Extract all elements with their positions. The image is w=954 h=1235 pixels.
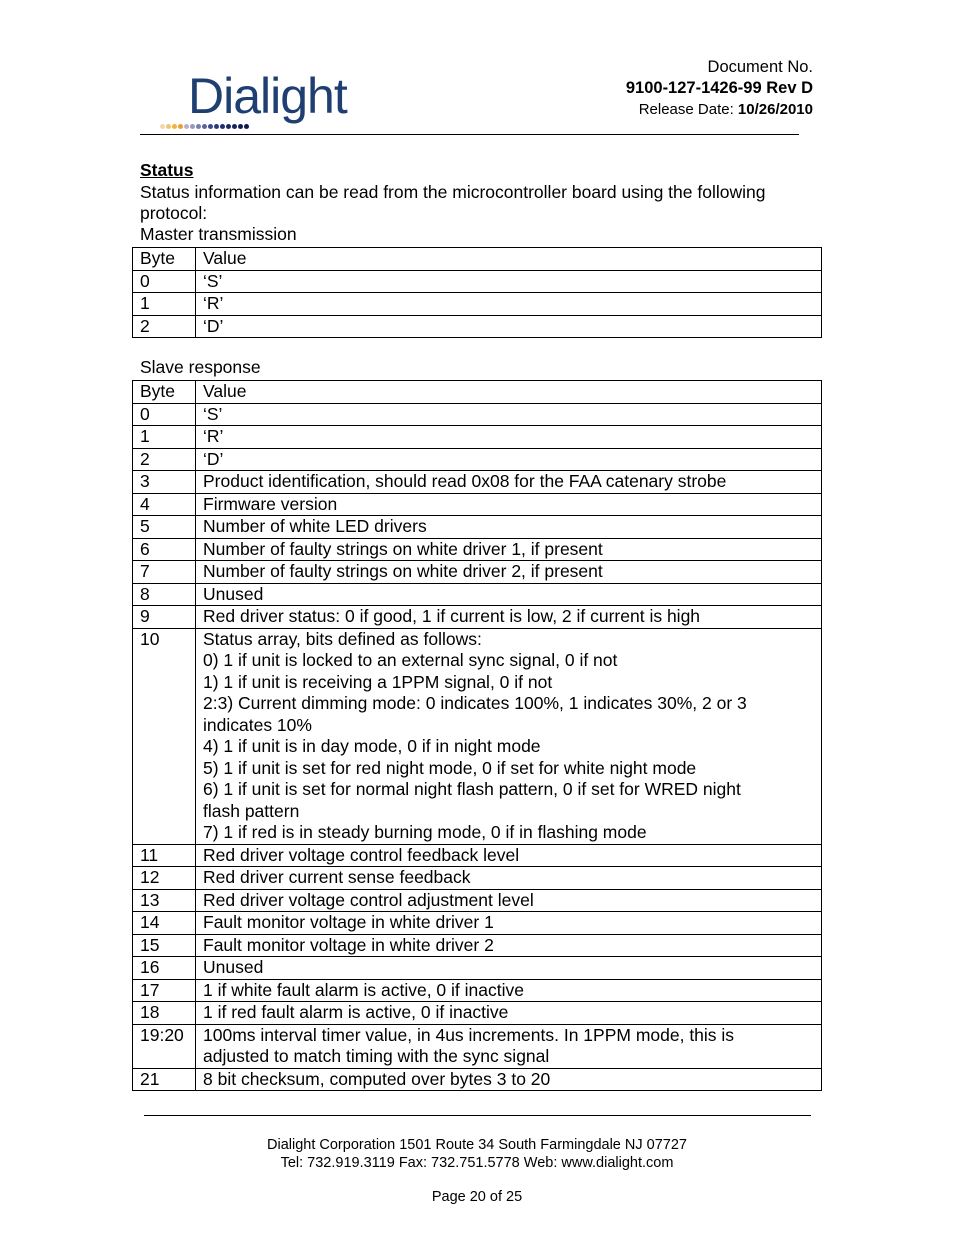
table-row	[133, 1002, 822, 1025]
table-row	[133, 1024, 822, 1068]
status-section	[140, 160, 824, 225]
value-line: flash pattern	[203, 800, 300, 821]
value-line: Number of white LED drivers	[203, 516, 427, 536]
release-date: 10/26/2010	[737, 101, 813, 118]
master-transmission-label: Master transmission	[140, 224, 297, 244]
table-row	[133, 889, 822, 912]
value-cell	[196, 1024, 822, 1068]
section-intro: Status information can be read from the microcontroller board using the following protocol:	[140, 181, 766, 223]
logo-wordmark: Dialight	[188, 68, 347, 124]
value-cell	[196, 448, 822, 471]
logo-dot	[166, 124, 171, 129]
byte-cell: 5	[133, 516, 196, 539]
byte-cell: 0	[133, 403, 196, 426]
value-cell	[196, 912, 822, 935]
footer-divider	[144, 1115, 811, 1116]
value-line: 2:3) Current dimming mode: 0 indicates 100%, 1 indicates 30%, 2 or 3	[203, 693, 747, 713]
table-row	[133, 957, 822, 980]
footer-address: Dialight Corporation 1501 Route 34 South Farmingdale NJ 07727	[267, 1137, 687, 1153]
value-line: Firmware version	[203, 493, 338, 514]
value-line: Red driver voltage control adjustment level	[203, 889, 534, 910]
value-line: 1) 1 if unit is receiving a 1PPM signal, 0 if not	[203, 671, 553, 692]
column-header-value: Value	[196, 381, 822, 404]
value-line: 8 bit checksum, computed over bytes 3 to 20	[203, 1068, 551, 1089]
table-row	[133, 403, 822, 426]
value-line: Number of faulty strings on white driver 1, if present	[203, 538, 603, 559]
value-cell	[196, 934, 822, 957]
logo-dot	[238, 124, 243, 129]
value-line: Red driver status: 0 if good, 1 if current is low, 2 if current is high	[203, 606, 701, 626]
value-cell	[196, 583, 822, 606]
value-cell	[196, 493, 822, 516]
value-cell	[196, 867, 822, 890]
table-header-row	[133, 381, 822, 404]
column-header-value: Value	[196, 248, 822, 271]
table-header-row	[133, 248, 822, 271]
value-line: Unused	[203, 583, 264, 604]
value-line: 1 if red fault alarm is active, 0 if inactive	[203, 1002, 509, 1022]
value-line: Fault monitor voltage in white driver 2	[203, 934, 494, 955]
table-row	[133, 426, 822, 449]
table-row	[133, 516, 822, 539]
byte-cell: 3	[133, 471, 196, 494]
value-cell	[196, 628, 822, 844]
byte-cell: 16	[133, 957, 196, 980]
value-line: ‘R’	[203, 426, 224, 446]
logo-dot	[208, 124, 213, 129]
byte-cell: 1	[133, 426, 196, 449]
logo-dot	[220, 124, 225, 129]
byte-cell: 7	[133, 561, 196, 584]
logo-dots	[160, 124, 249, 129]
byte-cell: 4	[133, 493, 196, 516]
value-cell	[196, 471, 822, 494]
master-table-body	[133, 270, 822, 338]
table-row	[133, 912, 822, 935]
logo-dot	[172, 124, 177, 129]
slave-response-table	[132, 380, 822, 1091]
value-cell	[196, 538, 822, 561]
doc-number: 9100-127-1426-99 Rev D	[625, 79, 813, 97]
logo-dot	[232, 124, 237, 129]
byte-cell: 0	[133, 270, 196, 293]
table-row	[133, 471, 822, 494]
byte-cell: 2	[133, 448, 196, 471]
logo-dot	[214, 124, 219, 129]
byte-cell: 21	[133, 1068, 196, 1091]
table-row	[133, 448, 822, 471]
table-row	[133, 538, 822, 561]
value-line: Product identification, should read 0x08 for the FAA catenary strobe	[203, 471, 727, 491]
value-line: Red driver voltage control feedback level	[203, 844, 520, 865]
byte-cell: 2	[133, 315, 196, 338]
value-line: 6) 1 if unit is set for normal night flash pattern, 0 if set for WRED night	[203, 779, 741, 799]
byte-cell: 13	[133, 889, 196, 912]
byte-cell: 9	[133, 606, 196, 629]
byte-cell: 1	[133, 293, 196, 316]
table-row	[133, 844, 822, 867]
release-label: Release Date:	[638, 101, 738, 118]
byte-cell: 19:20	[133, 1024, 196, 1068]
slave-table-body	[133, 403, 822, 1091]
byte-cell: 17	[133, 979, 196, 1002]
value-line: ‘S’	[203, 403, 223, 424]
byte-cell: 12	[133, 867, 196, 890]
table-row	[133, 867, 822, 890]
value-line: 100ms interval timer value, in 4us increments. In 1PPM mode, this is	[203, 1024, 735, 1045]
value-cell	[196, 403, 822, 426]
value-line: 0) 1 if unit is locked to an external sync signal, 0 if not	[203, 650, 618, 670]
value-cell: ‘S’	[196, 270, 822, 293]
dialight-logo	[160, 70, 380, 132]
logo-dot	[178, 124, 183, 129]
value-cell: ‘D’	[196, 315, 822, 338]
table-row	[133, 561, 822, 584]
value-line: Unused	[203, 957, 264, 977]
page-number: Page 20 of 25	[431, 1189, 523, 1205]
table-row	[133, 606, 822, 629]
value-cell	[196, 957, 822, 980]
column-header-byte: Byte	[133, 381, 196, 404]
logo-dot	[226, 124, 231, 129]
byte-cell: 8	[133, 583, 196, 606]
header-divider	[140, 134, 799, 135]
table-row	[133, 293, 822, 316]
value-cell	[196, 979, 822, 1002]
logo-dot	[160, 124, 165, 129]
table-row	[133, 270, 822, 293]
logo-dot	[244, 124, 249, 129]
byte-cell: 14	[133, 912, 196, 935]
byte-cell: 18	[133, 1002, 196, 1025]
value-cell	[196, 561, 822, 584]
table-row	[133, 1068, 822, 1091]
slave-response-label: Slave response	[140, 357, 261, 377]
value-line: Red driver current sense feedback	[203, 867, 471, 887]
column-header-byte: Byte	[133, 248, 196, 271]
logo-dot	[184, 124, 189, 129]
table-row	[133, 583, 822, 606]
footer-contact: Tel: 732.919.3119 Fax: 732.751.5778 Web: www.dialight.com	[280, 1155, 674, 1171]
byte-cell: 11	[133, 844, 196, 867]
value-line: Fault monitor voltage in white driver 1	[203, 912, 494, 932]
master-transmission-table	[132, 247, 822, 338]
table-row	[133, 979, 822, 1002]
logo-dot	[196, 124, 201, 129]
value-cell	[196, 844, 822, 867]
value-line: 1 if white fault alarm is active, 0 if inactive	[203, 979, 524, 1000]
value-line: indicates 10%	[203, 714, 312, 735]
value-line: Status array, bits defined as follows:	[203, 628, 482, 649]
value-cell: ‘R’	[196, 293, 822, 316]
table-row	[133, 493, 822, 516]
value-cell	[196, 889, 822, 912]
release-date-line	[626, 99, 813, 120]
byte-cell: 10	[133, 628, 196, 844]
value-line: 4) 1 if unit is in day mode, 0 if in night mode	[203, 736, 541, 756]
logo-dot	[202, 124, 207, 129]
byte-cell: 15	[133, 934, 196, 957]
value-line: 5) 1 if unit is set for red night mode, 0 if set for white night mode	[203, 757, 697, 778]
table-row	[133, 628, 822, 844]
value-cell	[196, 606, 822, 629]
table-row	[133, 934, 822, 957]
value-cell	[196, 426, 822, 449]
doc-label: Document No.	[707, 58, 813, 76]
document-info	[626, 57, 813, 120]
logo-dot	[190, 124, 195, 129]
section-title: Status	[140, 160, 194, 180]
value-line: adjusted to match timing with the sync signal	[203, 1046, 550, 1066]
value-line: ‘D’	[203, 448, 224, 469]
value-line: Number of faulty strings on white driver 2, if present	[203, 561, 603, 581]
byte-cell: 6	[133, 538, 196, 561]
value-cell	[196, 1002, 822, 1025]
table-row	[133, 315, 822, 338]
value-cell	[196, 516, 822, 539]
value-cell	[196, 1068, 822, 1091]
value-line: 7) 1 if red is in steady burning mode, 0 if in flashing mode	[203, 822, 647, 842]
